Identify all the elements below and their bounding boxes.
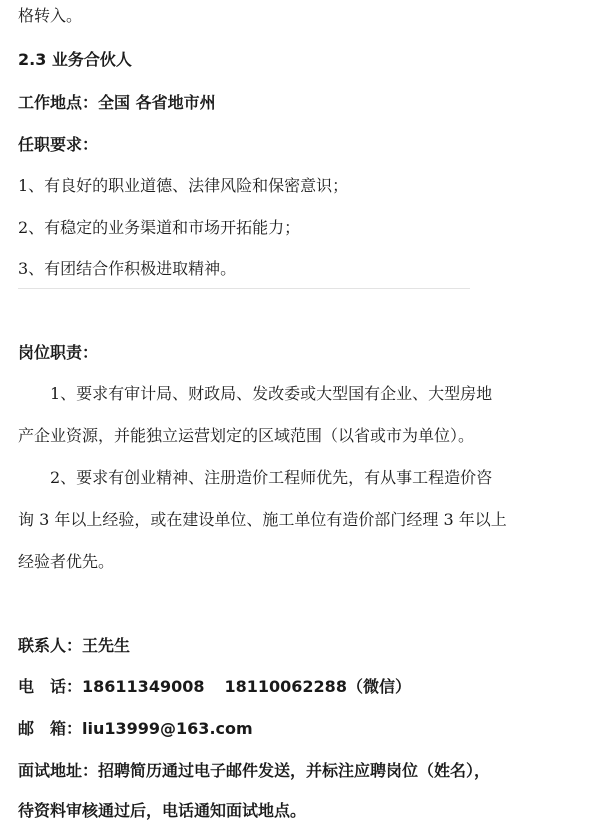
requirements-heading: 任职要求： <box>18 135 99 154</box>
email-row <box>18 718 253 740</box>
contact-person: 联系人：王先生 <box>18 636 131 655</box>
duty-paragraph-line: 询 3 年以上经验，或在建设单位、施工单位有造价部门经理 3 年以上 <box>18 510 507 529</box>
continued-text: 格转入。 <box>18 6 83 25</box>
divider <box>18 288 470 289</box>
phone-number-wechat: 18110062288（微信） <box>224 677 411 696</box>
phone-row <box>18 676 411 698</box>
phone-label: 电 话： <box>18 677 83 696</box>
interview-info: 面试地址：招聘简历通过电子邮件发送，并标注应聘岗位（姓名）， <box>18 761 491 780</box>
work-location: 工作地点：全国 各省地市州 <box>18 93 216 112</box>
interview-info: 待资料审核通过后，电话通知面试地点。 <box>18 801 307 820</box>
duty-paragraph-line: 经验者优先。 <box>18 552 115 571</box>
duty-paragraph-line: 产企业资源，并能独立运营划定的区域范围（以省或市为单位）。 <box>18 426 475 445</box>
requirement-item: 3、有团结合作积极进取精神。 <box>18 259 237 278</box>
duties-heading: 岗位职责： <box>18 343 99 362</box>
requirement-item: 1、有良好的职业道德、法律风险和保密意识； <box>18 176 349 195</box>
duty-paragraph-line: 2、要求有创业精神、注册造价工程师优先，有从事工程造价咨 <box>50 468 493 487</box>
email-address: liu13999@163.com <box>82 719 253 738</box>
requirement-item: 2、有稳定的业务渠道和市场开拓能力； <box>18 218 301 237</box>
section-heading: 2.3 业务合伙人 <box>18 50 132 69</box>
duty-paragraph-line: 1、要求有审计局、财政局、发改委或大型国有企业、大型房地 <box>50 384 493 403</box>
email-label: 邮 箱： <box>18 719 83 738</box>
phone-number: 18611349008 <box>82 677 205 696</box>
